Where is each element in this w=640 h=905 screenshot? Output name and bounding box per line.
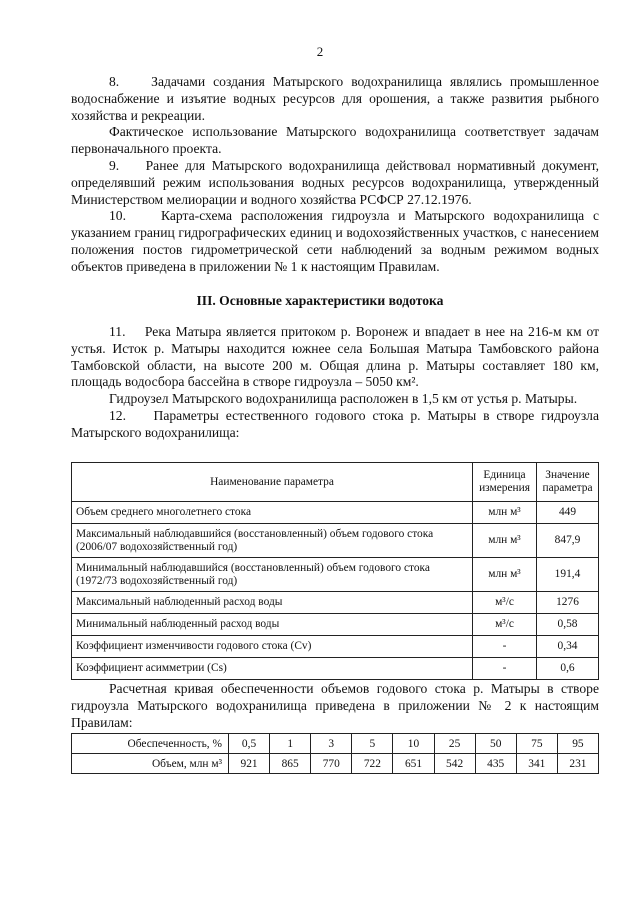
cell-probability: 50: [475, 734, 516, 754]
cell-unit: млн м³: [473, 558, 537, 592]
cell-unit: м³/с: [473, 592, 537, 614]
paragraph-number: 12.: [109, 407, 126, 423]
paragraph-11: [71, 324, 599, 391]
cell-value: 0,58: [537, 614, 599, 636]
cell-name: Минимальный наблюдавшийся (восстановленный) объем годового стока (1972/73 водохозяйственный год): [72, 558, 473, 592]
paragraph-curve: Расчетная кривая обеспеченности объемов годового стока р. Матыры в створе гидроузла Матырского водохранилища приведена в приложении № 2 к настоящим Правилам:: [71, 681, 599, 730]
probability-table: [71, 733, 599, 774]
cell-probability: 75: [516, 734, 557, 754]
cell-probability: 5: [352, 734, 393, 754]
table-row: [72, 558, 599, 592]
table-row: [72, 636, 599, 658]
paragraphs-mid: [71, 324, 599, 442]
paragraph-text: Фактическое использование Матырского водохранилища соответствует задачам первоначального проекта.: [71, 124, 599, 157]
paragraph-number: 10.: [109, 208, 126, 224]
cell-name: Максимальный наблюдавшийся (восстановленный) объем годового стока (2006/07 водохозяйственный год): [72, 524, 473, 558]
cell-volume: 435: [475, 754, 516, 774]
paragraph-dam: [71, 391, 599, 408]
cell-volume: 542: [434, 754, 475, 774]
cell-name: Коэффициент асимметрии (Cs): [72, 658, 473, 680]
cell-unit: -: [473, 636, 537, 658]
paragraph-fact: [71, 124, 599, 158]
table-row: [72, 658, 599, 680]
table-row: [72, 754, 599, 774]
paragraph-text: Река Матыра является притоком р. Воронеж и впадает в нее на 216-м км от устья. Исток р. Матыры находится южнее села Большая Матыра Тамбовского района Тамбовской области, на высоте 200 м. Общая длина р. Матыры составляет 180 км, площадь водосбора бассейна в створе гидроузла – 5050 км².: [71, 324, 600, 390]
cell-volume: 865: [270, 754, 311, 774]
cell-volume: 770: [311, 754, 352, 774]
table-row: [72, 524, 599, 558]
paragraph-10: [71, 208, 599, 275]
cell-name: Максимальный наблюденный расход воды: [72, 592, 473, 614]
table-row: [72, 502, 599, 524]
cell-volume: 341: [516, 754, 557, 774]
paragraph-text: Параметры естественного годового стока р. Матыры в створе гидроузла Матырского водохранилища:: [71, 407, 600, 440]
cell-name: Минимальный наблюденный расход воды: [72, 614, 473, 636]
cell-value: 191,4: [537, 558, 599, 592]
paragraph-text: Задачами создания Матырского водохранилища являлись промышленное водоснабжение и изъятие водных ресурсов для орошения, а также развития рыбного хозяйства и рекреации.: [71, 74, 600, 123]
cell-probability: 1: [270, 734, 311, 754]
table-header-row: [72, 463, 599, 502]
paragraph-text: Карта-схема расположения гидроузла и Матырского водохранилища с указанием границ гидрографических единиц и водохозяйственных участков, с нанесением положения постов гидрометрической сети наблюдений за водным режимом водных объектов приведена в приложении № 1 к настоящим Правилам.: [71, 208, 599, 274]
cell-value: 847,9: [537, 524, 599, 558]
parameters-table: [71, 462, 599, 680]
cell-value: 449: [537, 502, 599, 524]
paragraph-8: [71, 74, 599, 124]
page-number: 2: [316, 44, 324, 59]
paragraph-number: 9.: [109, 157, 120, 173]
cell-volume: 921: [229, 754, 270, 774]
table-row: [72, 592, 599, 614]
paragraph-number: 11.: [109, 324, 126, 339]
cell-probability: 95: [557, 734, 598, 754]
cell-value: 0,34: [537, 636, 599, 658]
cell-probability: 0,5: [229, 734, 270, 754]
cell-unit: млн м³: [473, 502, 537, 524]
cell-probability: 10: [393, 734, 434, 754]
table-row: [72, 734, 599, 754]
cell-probability: 25: [434, 734, 475, 754]
paragraph-12: [71, 408, 599, 442]
paragraph-text: Гидроузел Матырского водохранилища расположен в 1,5 км от устья р. Матыры.: [109, 391, 578, 407]
cell-volume: 231: [557, 754, 598, 774]
table-row: [72, 614, 599, 636]
paragraphs-top: [71, 74, 599, 276]
paragraph-number: 8.: [109, 74, 120, 89]
cell-name: Объем среднего многолетнего стока: [72, 502, 473, 524]
cell-probability: 3: [311, 734, 352, 754]
cell-value: 1276: [537, 592, 599, 614]
cell-name: Коэффициент изменчивости годового стока (Cv): [72, 636, 473, 658]
cell-unit: м³/с: [473, 614, 537, 636]
row-label-probability: Обеспеченность, %: [72, 734, 229, 754]
cell-volume: 651: [393, 754, 434, 774]
paragraph-bottom-block: [71, 681, 599, 731]
row-label-volume: Объем, млн м³: [72, 754, 229, 774]
cell-unit: млн м³: [473, 524, 537, 558]
paragraph-9: [71, 158, 599, 208]
cell-value: 0,6: [537, 658, 599, 680]
header-unit: Единица измерения: [473, 463, 537, 502]
header-parameter-name: Наименование параметра: [72, 463, 473, 502]
header-value: Значение параметра: [537, 463, 599, 502]
section-heading: III. Основные характеристики водотока: [196, 293, 444, 308]
paragraph-text: Ранее для Матырского водохранилища действовал нормативный документ, определявший режим использования водных ресурсов водохранилища, утвержденный Министерством мелиорации и водного хозяйства РСФСР 27.12.1976.: [71, 157, 599, 207]
cell-unit: -: [473, 658, 537, 680]
cell-volume: 722: [352, 754, 393, 774]
